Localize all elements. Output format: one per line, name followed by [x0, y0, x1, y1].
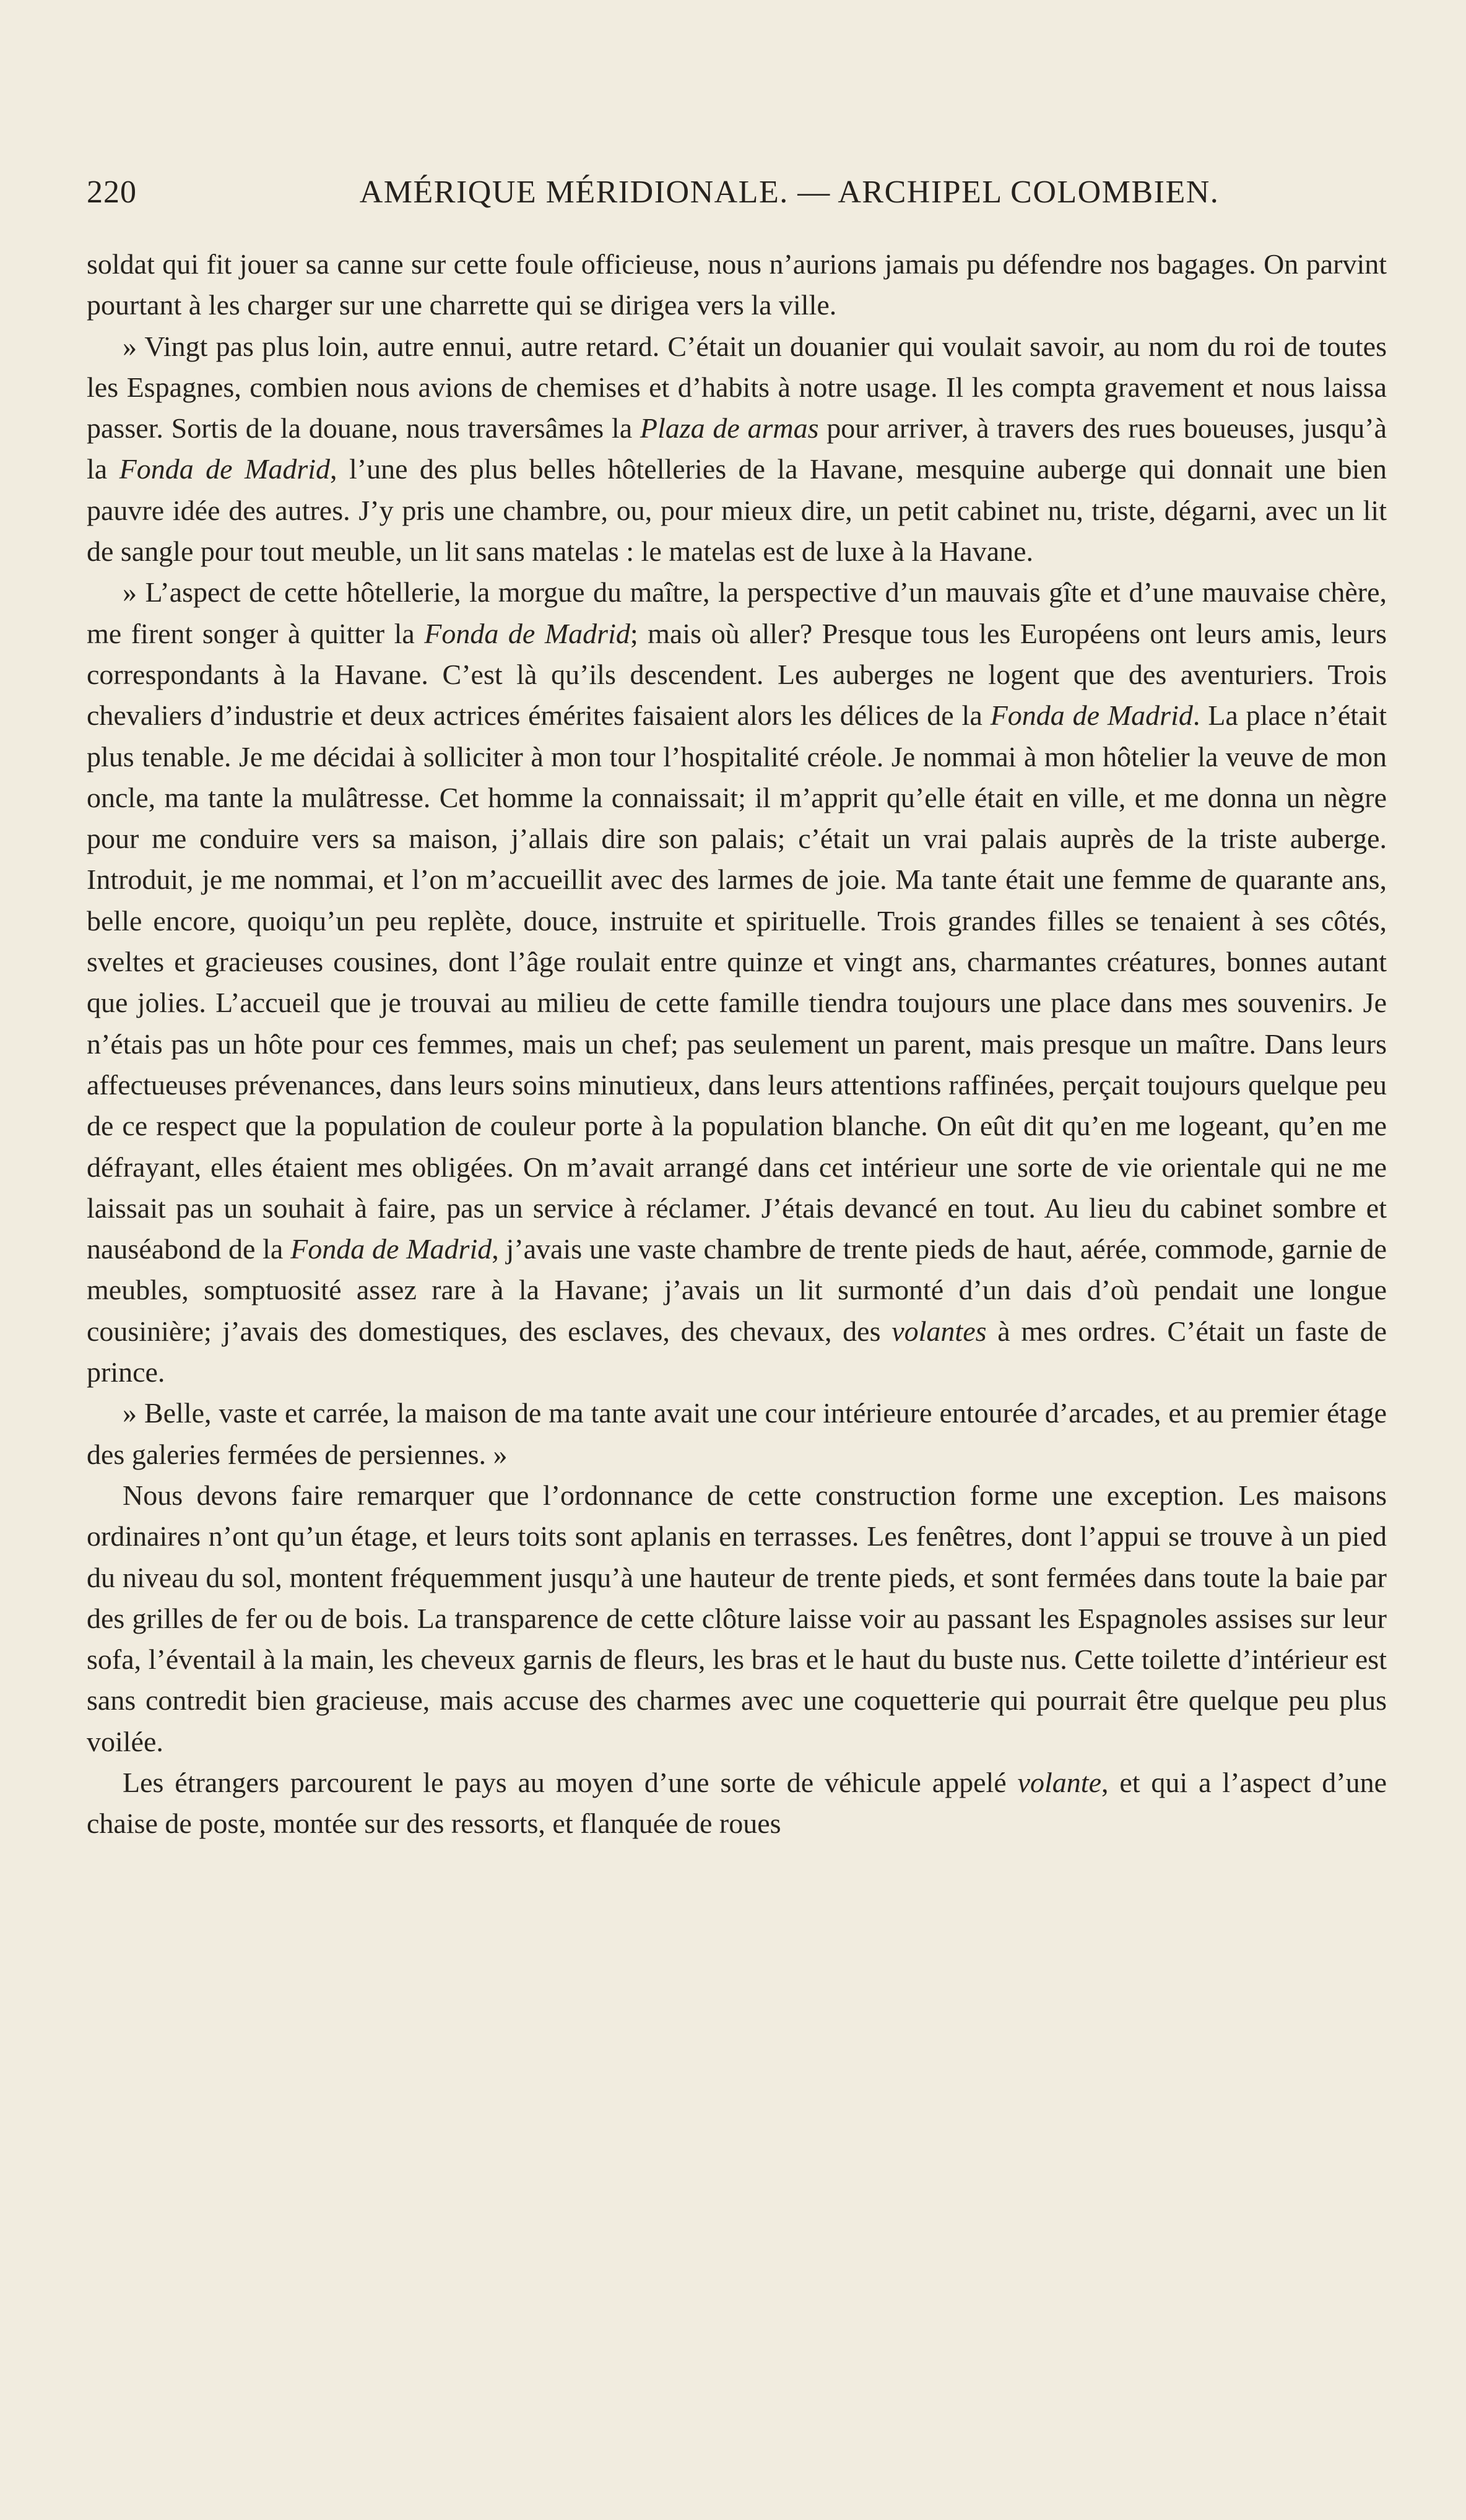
paragraph: Nous devons faire remarquer que l’ordonnance de cette construction forme une exception. Les maisons ordinaires n’ont qu’un étage, et leurs toits sont aplanis en terrasses. Les fenêtres, dont l’appui se trouve à un pied du niveau du sol, montent fréquemment jusqu’à une hauteur de trente pieds, et sont fermées dans toute la baie par des grilles de fer ou de bois. La transparence de cette clôture laisse voir au passant les Espagnoles assises sur leur sofa, l’éventail à la main, les cheveux garnis de fleurs, les bras et le haut du buste nus. Cette toilette d’intérieur est sans contredit bien gracieuse, mais accuse des charmes avec une coquetterie qui pourrait être quelque peu plus voilée.: [87, 1479, 1387, 1757]
italic-phrase: Fonda de Madrid: [990, 699, 1193, 732]
italic-phrase: volante: [1017, 1766, 1101, 1798]
page-number: 220: [87, 175, 137, 210]
paragraph: Les étrangers parcourent le pays au moyen d’une sorte de véhicule appelé volante, et qui a l’aspect d’une chaise de poste, montée sur des ressorts, et flanquée de roues: [87, 1766, 1387, 1840]
italic-phrase: Fonda de Madrid: [424, 617, 630, 649]
italic-phrase: Plaza de armas: [640, 412, 819, 444]
italic-phrase: Fonda de Madrid: [290, 1233, 492, 1265]
body-text: [87, 244, 1387, 1845]
paragraph: » L’aspect de cette hôtellerie, la morgue du maître, la perspective d’un mauvais gîte et d’une mauvaise chère, me firent songer à quitter la Fonda de Madrid; mais où aller? Presque tous les Européens ont leurs amis, leurs correspondants à la Havane. C’est là qu’ils descendent. Les auberges ne logent que des aventuriers. Trois chevaliers d’industrie et deux actrices émérites faisaient alors les délices de la Fonda de Madrid. La place n’était plus tenable. Je me décidai à solliciter à mon tour l’hospitalité créole. Je nommai à mon hôtelier la veuve de mon oncle, ma tante la mulâtresse. Cet homme la connaissait; il m’apprit qu’elle était en ville, et me donna un nègre pour me conduire vers sa maison, j’allais dire son palais; c’était un vrai palais auprès de la triste auberge. Introduit, je me nommai, et l’on m’accueillit avec des larmes de joie. Ma tante était une femme de quarante ans, belle encore, quoiqu’un peu replète, douce, instruite et spirituelle. Trois grandes filles se tenaient à ses côtés, sveltes et gracieuses cousines, dont l’âge roulait entre quinze et vingt ans, charmantes créatures, bonnes autant que jolies. L’accueil que je trouvai au milieu de cette famille tiendra toujours une place dans mes souvenirs. Je n’étais pas un hôte pour ces femmes, mais un chef; pas seulement un parent, mais presque un maître. Dans leurs affectueuses prévenances, dans leurs soins minutieux, dans leurs attentions raffinées, perçait toujours quelque peu de ce respect que la population de couleur porte à la population blanche. On eût dit qu’en me logeant, qu’en me défrayant, elles étaient mes obligées. On m’avait arrangé dans cet intérieur une sorte de vie orientale qui ne me laissait pas un souhait à faire, pas un service à réclamer. J’étais devancé en tout. Au lieu du cabinet sombre et nauséabond de la Fonda de Madrid, j’avais une vaste chambre de trente pieds de haut, aérée, commode, garnie de meubles, somptuosité assez rare à la Havane; j’avais un lit surmonté d’un dais d’où pendait une longue cousinière; j’avais des domestiques, des esclaves, des chevaux, des volantes à mes ordres. C’était un faste de prince.: [87, 576, 1387, 1388]
italic-phrase: Fonda de Madrid: [119, 453, 331, 485]
italic-phrase: volantes: [891, 1315, 987, 1347]
paragraph: soldat qui fit jouer sa canne sur cette foule officieuse, nous n’aurions jamais pu défendre nos bagages. On parvint pourtant à les charger sur une charrette qui se dirigea vers la ville.: [87, 248, 1387, 321]
paragraph: » Vingt pas plus loin, autre ennui, autre retard. C’était un douanier qui voulait savoir, au nom du roi de toutes les Espagnes, combien nous avions de chemises et d’habits à notre usage. Il les compta gravement et nous laissa passer. Sortis de la douane, nous traversâmes la Plaza de armas pour arriver, à travers des rues boueuses, jusqu’à la Fonda de Madrid, l’une des plus belles hôtelleries de la Havane, mesquine auberge qui donnait une bien pauvre idée des autres. J’y pris une chambre, ou, pour mieux dire, un petit cabinet nu, triste, dégarni, avec un lit de sangle pour tout meuble, un lit sans matelas : le matelas est de luxe à la Havane.: [87, 330, 1387, 568]
paragraph: » Belle, vaste et carrée, la maison de ma tante avait une cour intérieure entourée d’arcades, et au premier étage des galeries fermées de persiennes. »: [87, 1397, 1387, 1470]
running-title: AMÉRIQUE MÉRIDIONALE. — ARCHIPEL COLOMBIEN.: [359, 175, 1220, 210]
